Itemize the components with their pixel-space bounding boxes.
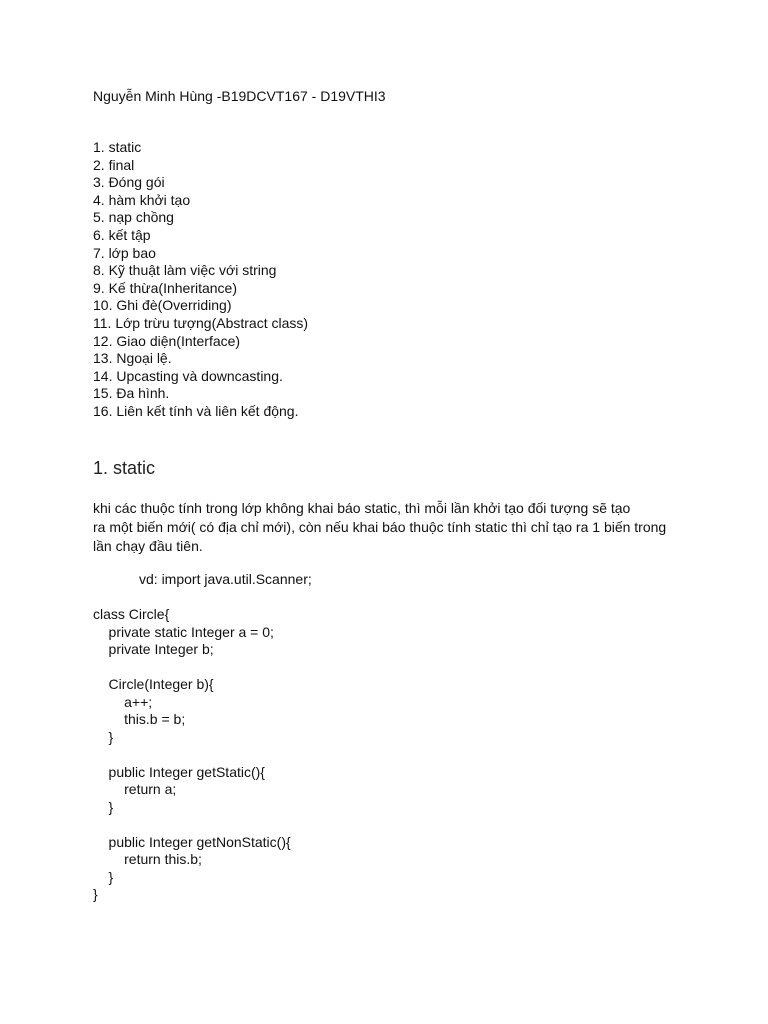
code-line: private Integer b; — [93, 641, 214, 657]
toc-item: 1. static — [93, 139, 142, 155]
code-line: } — [93, 798, 114, 815]
code-line: } — [93, 728, 114, 745]
toc-item: 2. final — [93, 156, 135, 173]
section-paragraph — [93, 499, 693, 556]
code-line: Circle(Integer b){ — [93, 676, 214, 692]
code-line: this.b = b; — [93, 711, 186, 727]
code-line: class Circle{ — [93, 606, 170, 622]
toc-item: 5. nạp chồng — [93, 209, 174, 226]
toc-item: 11. Lớp trừu tượng(Abstract class) — [93, 314, 309, 331]
toc-item: 9. Kế thừa(Inheritance) — [93, 279, 238, 296]
code-line: return a; — [93, 781, 177, 797]
code-line: public Integer getStatic(){ — [93, 763, 265, 780]
toc-item: 8. Kỹ thuật làm việc với string — [93, 262, 277, 279]
toc-item: 3. Đóng gói — [93, 174, 165, 191]
toc-item: 15. Đa hình. — [93, 385, 170, 402]
code-line: } — [93, 868, 114, 885]
code-line: a++; — [93, 693, 153, 710]
toc-item: 7. lớp bao — [93, 244, 156, 261]
code-line — [93, 816, 291, 834]
example-line: vd: import java.util.Scanner; — [139, 571, 312, 587]
code-block — [93, 606, 291, 904]
toc-item: 16. Liên kết tính và liên kết động. — [93, 402, 299, 419]
toc-item: 6. kết tập — [93, 226, 151, 243]
code-line — [93, 659, 291, 677]
code-line: public Integer getNonStatic(){ — [93, 833, 291, 850]
paragraph-line: khi các thuộc tính trong lớp không khai báo static, thì mỗi lần khởi tạo đối tượng sẽ tạo — [93, 500, 631, 516]
section-heading: 1. static — [93, 458, 156, 478]
toc-item: 10. Ghi đè(Overriding) — [93, 297, 232, 314]
code-line: } — [93, 886, 98, 902]
author-line: Nguyễn Minh Hùng -B19DCVT167 - D19VTHI3 — [93, 88, 386, 104]
toc-item: 4. hàm khởi tạo — [93, 191, 191, 208]
code-line: private static Integer a = 0; — [93, 623, 274, 640]
code-line: return this.b; — [93, 851, 202, 867]
table-of-contents — [93, 139, 308, 421]
paragraph-line: ra một biến mới( có địa chỉ mới), còn nếu khai báo thuộc tính static thì chỉ tạo ra 1 biến trong — [93, 519, 667, 535]
toc-item: 14. Upcasting và downcasting. — [93, 367, 283, 384]
toc-item: 12. Giao diện(Interface) — [93, 332, 241, 349]
toc-item: 13. Ngoại lệ. — [93, 350, 172, 367]
paragraph-line: lần chạy đầu tiên. — [93, 538, 203, 554]
code-line — [93, 746, 291, 764]
